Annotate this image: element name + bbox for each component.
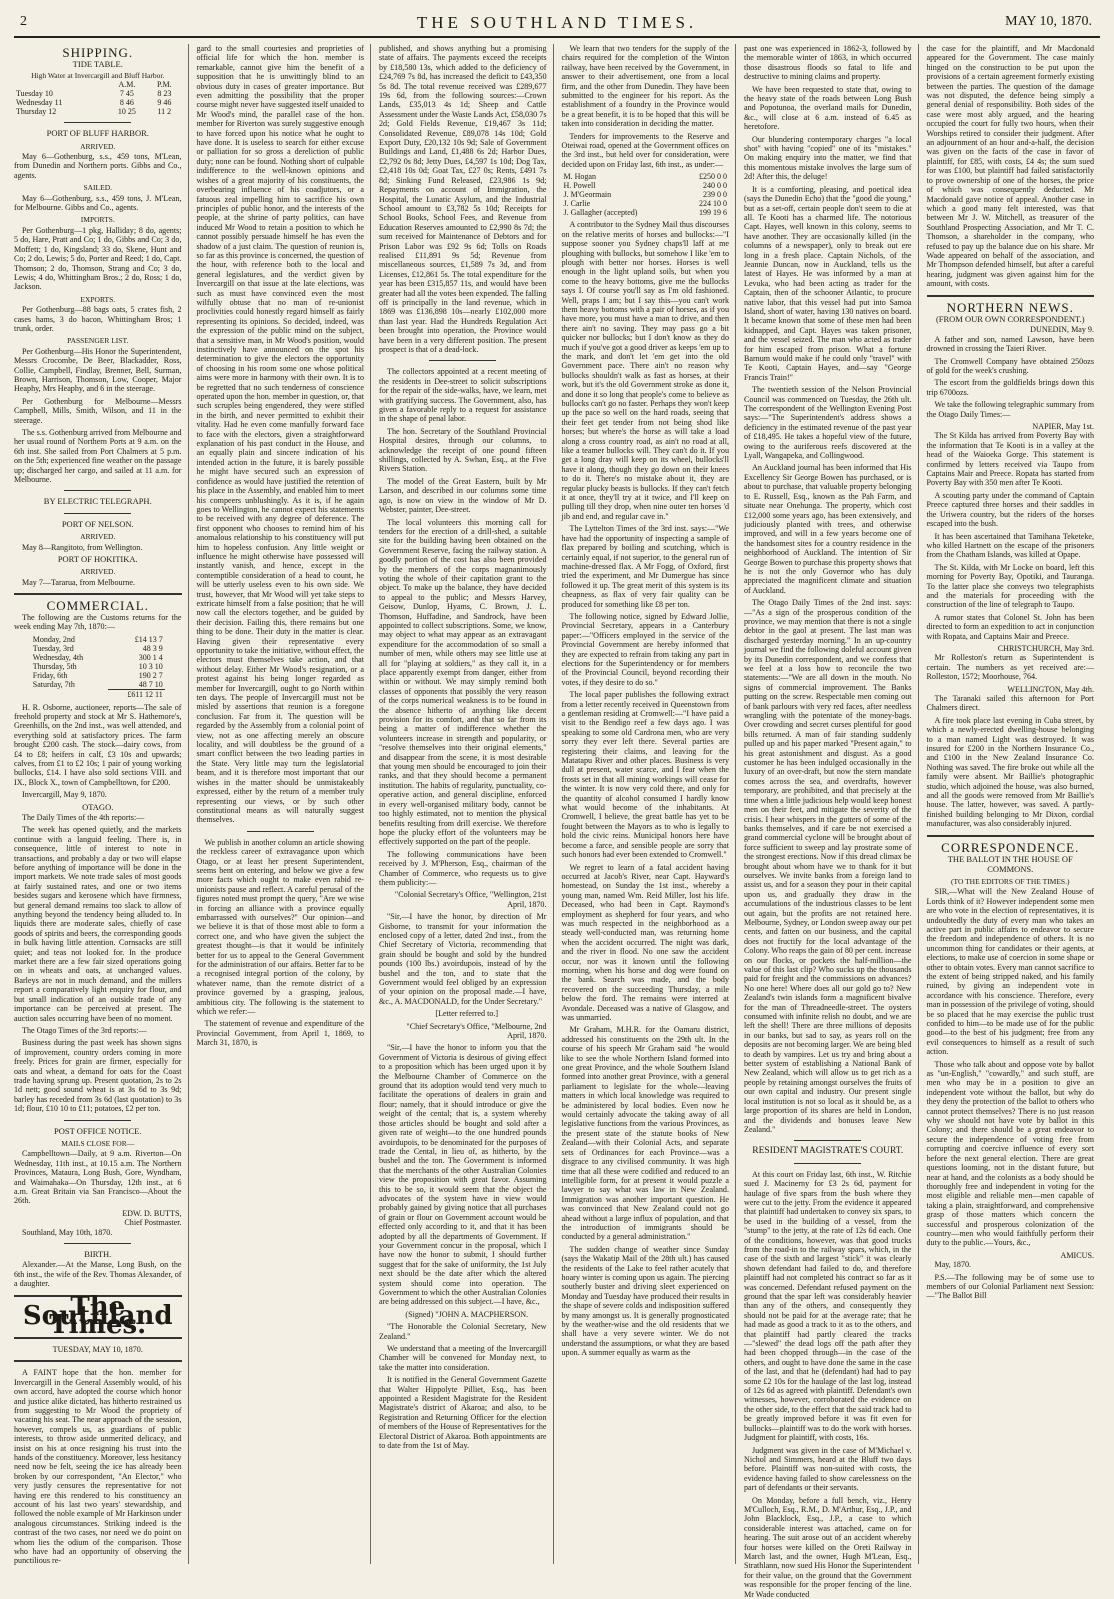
imports-label: IMPORTS. xyxy=(80,215,115,225)
leader-date: TUESDAY, MAY 10, 1870. xyxy=(52,1344,143,1354)
dateline: NAPIER, May 1st. xyxy=(1032,422,1094,432)
court-report: At this court on Friday last, 6th inst., W. Ritchie sued J. Macinerny for £3 2s 6d, payment for haulage of five spars from the bush where they were cut to the jetty. From the evidence it appeared that plaintiff had undertaken to convey six spars, to be used in the building of a vessel, from the "stump" to the jetty, at the rate of 12s 6d each. One of the conditions, however, was that good trucks from the road-in to the railway spars, which, in the case of the sixth and largest "stick" it was clearly shown defendant had failed to do, and therefore plaintiff had not completed his contract so far as it was concerned. Defendant refused payment on the ground that the spar left was considerably heavier than any of the others, and consequently they should not be paid for at the average rate; that he had made as good a track to it as to the others, and that plaintiff had partly cleared the tracks—"slewed" the dead logs off the path after they had been chopped through—in the case of the others, and ought to have done the same in the case of the last, and that he (defendant) had had to pay some £2 10s for the haulage of the last log, instead of 12s 6d as agreed with plaintiff. Defendant's own witnesses, however, corroborated the evidence on the other side, to the effect that the said track had to be greatly improved before it was fit even for bullocks—plaintiff was to do the work with horses. Judgment for plaintiff, with costs, 16s. xyxy=(744,1169,912,1443)
customs-table xyxy=(31,635,165,699)
news-item: Our blundering contemporary charges "a local shot" with having "copied" one of its "mistakes." On making enquiry into the matter, we find that this momentous mistake involves the large sum of 2d! After this, the deluge! xyxy=(744,134,912,182)
news-item: It has been ascertained that Tamihana Teketeke, who killed Hartnett on the escape of the prisoners from the Chatham Islands, was killed at Opape. xyxy=(926,531,1094,560)
blackletter-title: The Southland Times. xyxy=(22,1291,173,1341)
issue-date: MAY 10, 1870. xyxy=(1005,14,1092,29)
news-item: The sudden change of weather since Sunday (says the Wakatip Mail of the 28th ult.) has caused the residents of the Lake to feel rather acutely that hoary winter is coming upon us again. The piercing southerly buster and driving sleet experienced on Monday and Tuesday have produced their results in the shape of severe colds and indisposition suffered by many amongst us. It is generally prognosticated by the weather-wise and the old residents that we shall have a very severe winter. We do not understand the assumptions, or what they are based upon. A summer equally as warm as the xyxy=(561,1244,729,1358)
otago-times-report: Business during the past week has shown signs of improvement, country orders coming in more freely. Prices for grain are firmer, especially for oats and wheat, a demand for oats for the Coast trade having sprung up. Present quotation, 2s to 2s 1d nett; good sound wheat is at 3s 6d to 3s 9d; barley has receded from 3s 6d (last quotation) to 3s 1d; flour, £10 10 to £11; potatoes, £2 per ton. xyxy=(14,1038,182,1114)
letter-body: "Sir,—I have the honor to inform you that the Government of Victoria is desirous of giving effect to a proposition which has been urged upon it by the Melbourne Chamber of Commerce on the ground that its adoption would tend very much to facilitate the operations of dealers in grain and flour; namely, that it should introduce or give the weight of the cental; that is, a system whereby those articles should be bought and sold after a given rate of weight—to the one hundred pounds avoirdupois, to be denominated for the purposes of trade the Cental, in lieu of, as hitherto, by the bushel and the ton. The Government is informed that the merchants of the other Australian Colonies view the proposition with great favor. Assuming this to be so, it would seem that the object the advocates of the system have in view would probably gained by giving notice that all purchases of grain or flour on Government account would be effected only according to it, and that it has been adopted by all the departments of Government. If your Government concur in the proposal, which I have now the honor to submit, I should further suggest that for the sake of uniformity, the 1st July next should be the date after which the altered system should come into operation. The Government to which the other Australian Colonies are being addressed on this subject.—I have, &c., xyxy=(379,1043,547,1307)
news-item: A rumor states that Colonel St. John has been directed to form an expedition to act in conjunction with Ropata, and Captains Mair and Preece. xyxy=(926,612,1094,641)
news-item: We have been requested to state that, owing to the heavy state of the roads between Long Bush and Popotunoa, the overland mails for Dunedin, &c., will close at 6 a.m. instead of 6.45 as heretofore. xyxy=(744,84,912,132)
sailing-entry: May 6—Gothenburg, s.s., 459 tons, J. M'Lean, for Melbourne. Gibbs and Co., agents. xyxy=(14,193,182,213)
birth-notice: Alexander.—At the Manse, Long Bush, on the 6th inst., the wife of the Rev. Thomas Alexander, of a daughter. xyxy=(14,1260,182,1289)
news-item: We regret to learn of a fatal accident having occurred at Jacob's River, near Capt. Hayward's homestead, on Sunday the 1st inst., whereby a young man, named Wm. Reid Miller, lost his life. Deceased, who had been in Capt. Raymond's employment as shepherd for four years, and who was much respected in the neighborhood as a steady well-conducted man, was returning home when the accident occurred. The night was dark, and the river in flood. No one saw the accident occur, nor was it known until the following morning, when his horse and dog were found on the bank. Search was made, and the body recovered on the succeeding Thursday, a mile below the ford. The remains were interred at Avondale. Deceased was a native of Glasgow, and was unmarried. xyxy=(561,862,729,1022)
table-row: Monday, 2nd £14 13 7 xyxy=(32,634,163,644)
news-item: The Taranaki sailed this afternoon for Port Chalmers direct. xyxy=(926,694,1094,713)
hokitika-heading: PORT OF HOKITIKA. xyxy=(57,554,138,565)
passenger-label: PASSENGER LIST. xyxy=(67,336,129,346)
letter-note: [Letter referred to.] xyxy=(435,1009,499,1019)
to-editors-label: (TO THE EDITORS OF THE TIMES.) xyxy=(951,876,1070,886)
correspondent-label: (FROM OUR OWN CORRESPONDENT.) xyxy=(935,313,1085,324)
bluff-heading: PORT OF BLUFF HARBOR. xyxy=(46,128,149,139)
northern-news-heading: NORTHERN NEWS. xyxy=(946,299,1074,315)
news-item: The local paper publishes the following extract from a letter recently received in Queenstown from a gentleman residing at Cromwell:—"I have paid a visit to the Bendigo reef a few days ago. I was speaking to some old Cardrona men, who are very sorry they ever left there. Several parties are registering their claims, and leaving for the Matatapu River and other places. Business is very dull at present, water scarce, and I fear when the frosts set in that all mining workings will cease for the winter. It is now very cold there, and only for the quantity of alcohol consumed I hardly know what would become of the inhabitants. At Cromwell, I believe, the great battle has yet to be fought between the Mayors as to who is legally to hold the civic reins. Municipal honors here have become a farce, and sensible people are sorry that such honors had ever been extended to Cromwell." xyxy=(561,690,729,860)
news-item: Tenders for improvements to the Reserve and Oteiwai road, opened at the Government offices on the 3rd inst., but held over for consideration, were decided upon on Friday last, 6th inst., as under:— xyxy=(561,131,729,169)
auction-report: H. R. Osborne, auctioneer, reports—The sale of freehold property and stock at Mr S. Hathemore's, Greenhills, on the 2nd inst., was well attended, and everything sold at satisfactory prices. The farm brought £200 cash. The stock—dairy cows, from £4 to £8; heifers in calf, £3 10s and upwards; calves, from £1 to £2 10s; 1 pair of young working bullocks, £14. I have also sold sections VIII. and IX., Block X., town of Campbelltown, for £200. xyxy=(14,702,182,787)
passenger-entry: Per Gothenburg—His Honor the Superintendent, Messrs Crocombe, De Beer, Blackadder, Ross, Collie, Campbell, Findlay, Brenner, Bell, Surman, Brown, Harrison, Thomson, Low, Cooper, Major Heaphy, Mrs Heaphy, and 6 in the steerage. xyxy=(14,346,182,394)
table-row: Friday, 6th 190 2 7 xyxy=(32,670,163,680)
news-item: A scouting party under the command of Captain Preece captured three horses and their saddles in the Uriwera country, but the riders of the horses escaped into the bush. xyxy=(926,490,1094,529)
news-item: We take the following telegraphic summary from the Otago Daily Times:— xyxy=(926,400,1094,419)
column-5 xyxy=(744,44,919,1599)
telegraph-heading: BY ELECTRIC TELEGRAPH. xyxy=(43,496,152,507)
mails-label: MAILS CLOSE FOR— xyxy=(61,1138,135,1148)
news-item: It is a comforting, pleasing, and poetical idea (says the Dunedin Echo) that the "good die young," but as a set-off, certain people don't seem to die at all. Te Kooti has a charmed life. The notorious Capt. Hayes, well known in this colony, seems to have another. They are occasionally killed (in the columns of a newspaper), only to break out ere long in a fresh place. Captain Nichols, of the Jeannie Duncan, now in Auckland, tells us the latest of Hayes. He was informed by a man at Levuka, who had been acting as trader for the Captain, then of the schooner Atlantic, to procure native labor, that this vessel had put into Samoa Island, short of water, having 130 natives on board. It became known that some of these men had been kidnapped, and Capt. Hayes was taken prisoner, and the vessel seized. The man who acted as trader for him escaped from prison. What a fortune Barnum would make if he could only "travel" with Te Kooti, Captain Hayes, and—say "George Francis Train!" xyxy=(744,184,912,382)
masthead xyxy=(14,10,1100,38)
leader-article-cont: gard to the small courtesies and proprieties of official life for which the hon. member is remarkable, cannot give him the benefit of a supposition that he is unwittingly blind to an obvious duty in cases of greater importance. But even admitting the possibility that the proper course might never have suggested itself unaided to Mr Wood's mind, the parallel case of the hon. member for Riverton was surely suggestive enough to have forced upon his notice what he ought to have done. It is useless to search for either excuse or palliation for so gross a dereliction of public duty; none can be found. Nothing short of culpable indifference to the well-known opinions and wishes of a great majority of his constituents, the overbearing influence of his coadjutors, or a fatuous zeal impelling him to sacrifice his own principles of public honor, and the interests of the people, at the shrine of party politics, can have induced Mr Wood to retain a position to which he cannot possibly persuade himself he has even the shadow of a just claim. The question of reunion is, so far as this province is concerned, the question of the hour, with reference both to the local and general legislatures, and the verdict given by Invercargill on that issue at the late elections, was such as must have convinced even the most wilfully obtuse that no man of re-unionist proclivities could honestly regard himself as fairly representing its opinions. So decided, indeed, was the expression of the public mind on the subject, that a sensitive man, in Mr Wood's position, would instinctively have announced on the spot his determination to give the electors the opportunity of choosing in his room some one whose political aims were more in harmony with their own. It is to be regretted that no such tenderness of conscience operated upon the hon. member in question, or, that such scruples being engendered, they were stifled in the birth, and never permitted to exhibit their vitality. Had he even come manfully forward face to face with the electors, given a straightforward explanation of his past conduct in the House, and an equally plain and sincere indication of his intended action in the future, it is barely possible he might have secured such an expression of confidence as would have justified the retention of his place in the Assembly, and enabled him to meet his compeers unblushingly. As it is, if he again goes to Wellington, he cannot expect his statements to be received with any degree of deference. The first opponent who chooses to remind him of his anomalous relationship to his constituency will put him to hopeless confusion. Any little weight or influence he might otherwise have possessed will instantly vanish, and hence, except in the contemptible consideration of a head to count, he will be utterly useless even to his own side. We trust, however, that Mr Wood will yet take steps to extricate himself from a false position; that he will now call the electors together, and be guided by their decision. Failing this, there remains but one thing to be done. Their duty in the matter is clear. Having given their representative every opportunity to take the initiative, without effect, the electors must themselves take action, and that without delay. Either Mr Wood's resignation, or a protest against his being longer regarded as member for Invercargill, ought to go North within ten days. The people of Invercargill must not be misled by assertions that reunion is a foregone conclusion. Far from it. The question will be regarded by the Assembly from a colonial point of view, not as one affecting merely an obscure locality, and will doubtless be the ground of a smart conflict between the two leading parties in the State. Very little may turn the legislatorial beam, and it is therefore most important that our wishes in the matter should be unmistakeably expressed, either by the return of a member truly representing our views, or by such other constitutional means as will naturally suggest themselves. xyxy=(196,44,364,825)
arrival-entry: May 8—Rangitoto, from Wellington. xyxy=(22,542,143,552)
dateline: CHRISTCHURCH, May 3rd. xyxy=(997,643,1094,653)
arrival-entry: May 6—Gothenburg, s.s., 459 tons, M'Lean, from Dunedin and Northern ports. Gibbs and Co., agents. xyxy=(14,152,182,180)
letter-signature: (Signed) "JOHN A. MACPHERSON. xyxy=(405,1309,529,1319)
table-row: £611 12 11 xyxy=(31,689,165,699)
table-row: H. Powell 240 0 0 xyxy=(563,181,727,191)
table-row: J. Gallagher (accepted) 199 19 6 xyxy=(563,208,727,218)
otago-times-intro: The Otago Times of the 3rd reports:— xyxy=(22,1025,147,1035)
table-row: Saturday, 7th 48 7 10 xyxy=(32,679,163,689)
newspaper-title: THE SOUTHLAND TIMES. xyxy=(416,13,698,32)
customs-intro: The following are the Customs returns for the week ending May 7th, 1870:— xyxy=(14,612,182,632)
news-item: The model of the Great Eastern, built by Mr Larson, and described in our columns some time ago, is now on view in the window of Mr D. Webster, painter, Dee-street. xyxy=(379,476,547,515)
sailed-label: SAILED. xyxy=(83,183,113,193)
news-item: Mr Rolleston's return as Superintendent is certain. The numbers as yet received are:—Rolleston, 1572; Moorhouse, 764. xyxy=(926,653,1094,682)
news-item: Mr Graham, M.H.R. for the Oamaru district, addressed his constituents on the 29th ult. In the course of his speech Mr Graham said "he would like to see the whole Northern Island formed into one great Province, and the whole Southern Island formed into another great Province, with a general parliament to legislate for the whole—leaving matters in which local knowledge was required to be administered by local bodies. Even now he would certainly advocate the taking away of all legislative functions from the various Provinces, as the present state of the statute books of New Zealand—with their Colonial Acts, and separate sets of Ordinances for each Province—was a disgrace to any civilised community. It was high time that all these were codified and reduced to an intelligible form, for at present it would puzzle a lawyer to say what was law in New Zealand. Immigration was another important question. He was convinced that New Zealand could not go ahead without a large influx of population, and that the introduction of immigrants should be conducted by a general administration." xyxy=(561,1025,729,1242)
post-office-heading: POST OFFICE NOTICE. xyxy=(54,1125,142,1136)
letter-signature: AMICUS. xyxy=(1060,1250,1094,1260)
correspondence-heading: CORRESPONDENCE. xyxy=(941,839,1080,855)
column-4 xyxy=(562,44,737,1564)
news-item: The Cromwell Company have obtained 250ozs of gold for the week's crushing. xyxy=(926,356,1094,375)
news-item: We learn that two tenders for the supply of the chairs required for the completion of the Winton railway, have been received by the Government, in answer to their advertisement, one from a local firm, and the other from Dunedin. They have been submitted to the engineer for his report. As the establishment of a foundry in the Province would be a great benefit, it is to be hoped that this will be taken into consideration in deciding the matter. xyxy=(561,44,729,129)
revenue-statement: published, and shows anything but a promising state of affairs. The payments exceed the receipts by £18,580 13s, which added to the deficiency of £24,769 7s 8d, has increased the deficit to £43,350 5s 8d. The total revenue received was £289,677 19s 6d, from the following sources:—Crown Lands, £35,013 4s 1d; Sheep and Cattle Assessment under the Waste Lands Act, £58,030 7s 2d; Gold Fields Revenue, £19,467 3s 11d; Consolidated Revenue, £89,078 14s 10d; Gold Export Duty, £20,132 10s 9d; Sale of Government Buildings and Land, £1,488 6s 2d; Harbor Dues, £2,792 0s 8d; Jetty Dues, £4,597 1s 10d; Dog Tax, £2,418 10s 0d; Goat Tax, £27 0s; Rents, £491 7s 8d; Sinking Fund Released, £23,986 1s 9d; Repayments on account of Immigration, the Hospital, the Lunatic Asylum, and the Industrial School amount to £3,782 5s 10d; Receipts for School Books, School Fees, and Revenue from Education Reserves amounted to £2,990 8s 7d; the sum received for Maintenance of Debtors and for Prison Labor was £92 9s 6d; Tolls on Roads realised £11,891 9s 5d; Revenue from miscellaneous sources, £1,589 7s 3d, and from Licenses, £12,861 5s. The total expenditure for the year has been £315,857 11s, and would have been greater had all the votes been expended. The falling off is principally in the land revenue, which in 1869 was £136,898 10s—nearly £102,000 more than last year. Had the Hundreds Regulation Act been brought into operation, the Province would have been in a very different position. The present prospect is that of a dead-lock. xyxy=(379,44,547,354)
birth-heading: BIRTH. xyxy=(84,1249,112,1260)
table-row: Thursday, 5th 10 3 10 xyxy=(32,661,163,671)
otago-article-cont: The statement of revenue and expenditure of the Provincial Government, from April 1, 1869, to March 31, 1870, is xyxy=(196,1019,364,1048)
auction-place: Invercargill, May 9, 1870. xyxy=(22,790,107,800)
news-item: The hon. Secretary of the Southland Provincial Hospital desires, through our columns, to acknowledge the receipt of one pound fifteen shillings, collected by A. Swhan, Esq., at the Five Rivers Station. xyxy=(379,426,547,474)
shipping-note: The s.s. Gothenburg arrived from Melbourne and her usual round of Northern Ports at 9 a.m. on the 6th inst. She sailed from Port Chalmers at 5 p.m. on the 5th; experienced fine weather on the passage up; discharged her cargo, and sailed at 11 a.m. for Melbourne. xyxy=(14,428,182,485)
news-item: The St Kilda has arrived from Poverty Bay with the information that Te Kooti is in a valley at the head of the Waioeka Gorge. This statement is confirmed by letters received via Taupo from Captains Mair and Preece. Ropata has started from Poverty Bay with 350 men after Te Kooti. xyxy=(926,431,1094,488)
letter-postscript: P.S.—The following may be of some use to members of our Colonial Parliament next Session:—"The Ballot Bill xyxy=(926,1272,1094,1301)
shipping-heading: SHIPPING. xyxy=(62,45,134,60)
letter-header: "Chief Secretary's Office, "Melbourne, 2nd April, 1870. xyxy=(406,1021,547,1041)
court-report: On Monday, before a full bench, viz., Henry M'Culloch, Esq., R.M., D. M'Arthur, Esq., J.P., and John Blacklock, Esq., J.P., a case to which considerable interest was attached, came on for hearing. The suit arose out of an accident whereby four horses were killed on the Oreti Railway in March last, and the owner, Hugh M'Lean, Esq., Strathlann, now sued His Honor the Superintendent for their value, on the ground that the Government was responsible for the proper fencing of the line. Mr Wade conducted xyxy=(744,1495,912,1599)
arrival-entry: May 7—Tararua, from Melbourne. xyxy=(22,577,135,587)
tide-intro: High Water at Invercargill and Bluff Harbor. xyxy=(31,70,165,80)
table-row: Tuesday, 3rd 48 3 9 xyxy=(32,643,163,653)
leader-article: A FAINT hope that the hon. member for Invercargill in the General Assembly would, of his own accord, have adopted the course which honor and justice alike dictated, has hitherto restrained us from suggesting to Mr Wood the propriety of vacating his seat. The near approach of the session, however, compels us, as guardians of public interests, to throw aside unmerited delicacy, and insist on his at once resigning his trust into the hands of the constituency. Moreover, less hesitancy need now be felt, seeing the ice has already been broken by our correspondent, "An Elector," who very justly censures the representative for not having ere this rendered to his constituency an account of his last two years' stewardship, and followed the noble example of Mr Harkinson under analogous circumstances. Striking indeed is the contrast of the two cases, nor need we do point on whom lies the odium of the comparison. Those who have had an opportunity of observing the punctilious re- xyxy=(14,1368,182,1566)
exports-entry: Per Gothenburg—88 bags oats, 5 crates fish, 2 cases hams, 3 do bacon, Whittingham Bros; 1 trunk, order. xyxy=(14,305,182,333)
page-number: 2 xyxy=(20,14,27,29)
letter-date: May, 1870. xyxy=(934,1260,972,1270)
news-item: The Lyttelton Times of the 3rd inst. says:—"We have had the opportunity of inspecting a sample of flax prepared by boiling and scutching, which is certainly equal, if not superior, to the general run of machine-dressed flax. A Mr Fogg, of Oxford, first tried the experiment, and Mr Dumergue has since followed it up. The great merit of this system is its cheapness, as flax of very fair quality can be produced for something like £8 per ton. xyxy=(561,524,729,609)
tide-heading: TIDE TABLE. xyxy=(72,59,123,70)
letter-body: Those who talk about and oppose vote by ballot as "un-English," "cowardly," and such stuff, are men who may be in a position to give an independent vote without the ballot, but why do they deny the protection of the ballot to others who cannot protect themselves? There is no just reason why we should not have vote by ballot in this Colony; and there should be a great endeavor to secure the independence of voting free from corrupting and coercive influence of every sort before the next general election. There are great questions looming, not in the distant future, but near at hand, and the colonists as a body should be thoroughly free and independent in voting for the most eligible and reliable men—men capable of taking a plain, straightforward, and comprehensive grasp of those matters which concern the successful and prosperous colonization of the country—men who would faithfully perform their duty to the public.—Yours, &c., xyxy=(926,1059,1094,1248)
letter-body: "Sir,—I have the honor, by direction of Mr Gisborne, to transmit for your information the enclosed copy of a letter, dated 2nd inst., from the Chief Secretary of Victoria, recommending that grain should be bought and sold by the hundred pounds (100 lbs.) avoirdupois, instead of by the bushel and the ton, and to state that the Government would feel obliged by an expression of your opinion on the proposal made.—I have, &c., A. MACDONALD, for the Under Secretary." xyxy=(379,912,547,1006)
table-row: Thursday 12 10 25 11 2 xyxy=(16,107,172,117)
otago-heading: OTAGO. xyxy=(82,801,114,812)
news-item: The Otago Daily Times of the 2nd inst. says:—"As a sign of the prosperous condition of the province, we may mention that there is not a single debtor in the gaol at present. The last man was discharged yesterday morning." In an up-country journal we find the following doleful account given by its Dunedin correspondent, and we confess that we feel at a loss how to reconcile the two statements:—"We are all down in the mouth. No signs of commercial improvement. The Banks putting on the screw. Respectable men coming out of bank parlours with very red faces, after needless wrangling with the potentate of the money-bags. Over crowding and secret curses plentiful for good bills returned. A man of fair standing suddenly pulled up and his paper marked "Present again," to his great astonishment and disgust. As a good customer he has been indulged occasionally in the luxury of an over-draft, but now the stern mandate comes across the sea, and overdrafts, however temporary, are prohibited, and that precisely at the time when a little judicious help would keep honest men on their feet, and mitigate the severity of the crisis. I hear whispers in the gutters of some of the banks themselves, and if care be not exercised a grand commercial cyclone will be brought about of force sufficient to sweep and lay prostrate some of the strongest erections. Now if this dread climax be brought about whom have we to thank for it but ourselves. We invite banks from a foreign land to assist us, and for a season they pour in their capital upon us, and gradually they draw in the accumulations of the industrious classes to be lent out again, but the profits are not retained here. Melbourne, Sydney, or London sweep away our pet cents, and fatten on our business, and the capital does not fructify for the local advantage of the Colony. Who reaps the gain of 80 per cent. increase on our flocks, or pockets the half-million—the value of this last clip? Who sucks up the thousands paid for freight and the commissions on advances? No one here! Where does all our gold go to? New Zealand's twin islands form a magnificent bivalve for the man of Threadneedle-street. The oysters consumed with infinite relish no doubt, and we are left the shell! There are three millions of deposits in our banks, but sad to say, as years roll on the deposits are not becoming larger. We are being bled to death by vampires. Let us try and bring about a better system of establishing a National Bank of New Zealand, which will allow us to get rich as a people by retaining amongst ourselves the fruits of our own capital and industry. Our present single local institution is not so local as it should be, as a large proportion of its shares are held in London, and the dividends and bonuses leave New Zealand." xyxy=(744,598,912,1134)
news-item: An Auckland journal has been informed that His Excellency Sir George Bowen has purchased, or is about to purchase, that valuable property belonging to E. Russell, Esq., known as the Pah Farm, and situate near Onehunga. The property, which cost £12,000 some years ago, has been extensively, and judiciously planted with trees, and otherwise improved, and will in a few years become one of the handsomest sites for a country residence in the neighborhood of Auckland. The intention of Sir George Bowen to purchase this property shows that he is not the only Governor who has duly appreciated the magnificent climate and situation of Auckland. xyxy=(744,463,912,595)
nelson-heading: PORT OF NELSON. xyxy=(61,518,134,529)
post-office-notice: Campbelltown—Daily, at 9 a.m. Riverton—On Wednesday, 11th inst., at 10.15 a.m. The Northern Provinces, Mataura, Long Bush, Gore, Wyndham, and Waimahaka—On Thursday, 12th inst., at 6 a.m. Great Britain via San Francisco—About the 26th. xyxy=(14,1149,182,1206)
arrived-label: ARRIVED. xyxy=(80,567,116,577)
news-item: The St. Kilda, with Mr Locke on board, left this morning for Poverty Bay, Opotiki, and Tauranga. To the latter place she conveys two telegraphists and the materials for proceeding with the construction of the line of telegraph to Taupo. xyxy=(926,562,1094,610)
news-item: The twentieth session of the Nelson Provincial Council was commenced on Tuesday, the 26th ult. The correspondent of the Wellington Evening Post says:—"The Superintendent's address shows a deficiency in the estimated revenue of the past year of £18,495. He takes a hopeful view of the future, owing to the auriferous reefs discovered at the Lyall, Wangapeka, and Collingwood. xyxy=(744,385,912,461)
court-heading: RESIDENT MAGISTRATE'S COURT. xyxy=(752,1146,904,1157)
table-row: Tuesday 10 7 45 8 23 xyxy=(16,89,172,99)
arrived-label: ARRIVED. xyxy=(80,532,116,542)
letter-body: SIR,—What will the New Zealand House of Lords think of it? However independent some men are who vote in the election of representatives, it is undoubtedly the duty of every man who takes an active part in public affairs to endeavor to secure the freedom and independence of others. It is no uncommon thing for candidates or their agents, at elections, to make use of coercion in some shape or other to obtain votes. Every man cannot sacrifice to the extent of being stripped naked, and his family ruined, by giving an independent vote in accordance with his conscience. Therefore, every man in possession of the privilege of voting, should be so placed that he may exercise the public trust confided to him—to be made use of for the public good—to the best of his judgment; free from any evil consequences to himself as a result of such action. xyxy=(926,887,1094,1057)
court-report-cont: the case for the plaintiff, and Mr Macdonald appeared for the Government. The case mainly hinged on the construction to be put upon the provisions of a certain agreement formerly existing between the parties. The question of the damage was not disputed, the defence being simply a general denial of responsibility. Both sides of the case were most ably argued, and the hearing occupied the court for fully two hours, when their Worships retired to consider their judgment. After an adjournment of an hour and-a-half, the decision was given on the facts of the case in favor of plaintiff, for £85, with costs, £4 4s; the sum sued for was £100, but plaintiff had failed satisfactorily to prove ownership of one of the horses, the price of which was consequently deducted. Mr Macdonald gave notice of appeal. Another case in which a good many felt interested, was that between Mr J. W. Mitchell, as treasurer of the Southland Prospecting Association, and Mr T. C. Thomson, a shareholder in the company, who refused to pay up the balance due on his share. Mr Wade appeared on behalf of the association, and Mr Thompson defended himself, but after a careful hearing, judgment was given against him for the amount, with costs. xyxy=(926,44,1094,289)
news-item: past one was experienced in 1862-3, followed by the memorable winter of 1863, in which occurred those disastrous floods so fatal to life and destructive to mining claims and property. xyxy=(744,44,912,82)
tide-table: A.M. P.M. Tuesday 10 7 45 8 23 Wednesday 11 8 46 9 46 Thursday 12 10 25 11 2 xyxy=(14,80,182,116)
ballot-heading: THE BALLOT IN THE HOUSE OF COMMONS. xyxy=(947,854,1073,874)
news-item: A contributor to the Sydney Mail thus discourses on the relative merits of horses and bullocks:—"I suppose sooner you Sydney chaps'll laff at me ploughing with bullocks, but somehow I like 'em to plough with better nor horses. Horses is well enough in the light upland soils, but when you come to the heavy bottoms, give me the bullocks says I. Of course you'll say as I'm old fashioned. Well, praps I am; but I say this—you can't work them heavy bottoms with a pair of horses, as if you have more, you must have a man to drive, and then there ain't no saving. They may pass go a bit quicker nor bullocks; but I don't know as they do much if you've got a good driver as keeps 'em up to the mark, and don't let 'em get into the old Government pace. There ain't no reason why bullocks shouldn't walk as fast as horses, at their work, but it's the old Government stroke as done it, and done it so long that people's come to believe as bullocks can't go no faster. Perhaps they won't keep up the pace so well on the hard roads, seeing that their feet get tender from not being shod like horses; but where's the horse as will take a load along a cross country road, as ain't no road at all, like a teamer bullocks will. They can't do it. If you get a long dray will keep on its wheel, bullocks'll have it along, though they go down on their knees to do it. There's no mistake about it, they are regular plucky beasts is bullocks. If they can't fetch it at once, they'll try at it twice, and I'll keep on pulling till they drop, when nine outer ten horses 'd jib and end, and regular cave in." xyxy=(561,220,729,521)
letter-addressee: "The Honorable the Colonial Secretary, New Zealand." xyxy=(379,1322,547,1341)
court-report: Judgment was given in the case of M'Michael v. Nichol and Simmers, heard at the Bluff two days before. Plaintiff was non-suited with costs, the evidence having failed to show carelessness on the part of defendants or their servants. xyxy=(744,1445,912,1493)
news-item: The local volunteers this morning call for tenders for the erection of a drill-shed, a suitable site for the building having been obtained on the Government Reserve, facing the railway station. A goodly portion of the cost has also been provided by the members of the corps magnanimously voting the whole of their capitation grant to the object. To make up the balance, they have decided to appeal to the public; and Messrs Harvey, Geisow, Dunlop, Hyams, C. Brown, J. L. Thomson, Huffadine, and Sandrock, have been appointed to collect subscriptions. Some, we know, may object to what may appear as an extravagant expenditure for the accommodation of so small a number of men, while others may see little use at all for "playing at soldiers," as they call it, in a place apparently exempt from danger, either from within or without. We may simply remind both classes of opponents that possibly the very reason of the corps numerical weakness is to be found in the absence hitherto of anything like decent provision for its comfort, and that so far from its being a matter of indifference whether the volunteers increase in strength and popularity, or "resolve themselves into their original elements," and disappear from the scene, it is most desirable that young men should be encouraged to join their ranks, and that they should become a permanent institution. The habits of regularity, punctuality, co-operative action, and general discipline, enforced in every well-organised military body, cannot be too highly estimated, not to mention the physical benefits resulting from drill exercise. We therefore hope the plucky effort of the volunteers may be effectively supported on the part of the people. xyxy=(379,517,547,847)
column-6 xyxy=(927,44,1101,1564)
imports-entry: Per Gothenburg—1 pkg, Halliday; 8 do, agents; 5 do, Hare, Pratt and Co; 1 do, Gibbs and Co; 3 do, Moffett; 1 do, Kingsland; 33 do, Skene, Hunt and Co; 2 do, Lewis; 5 do, Porter and Reed; 1 do, Capt. Thomson; 2 do, Thomson, Strang and Co; 3 do, Lewis; 4 do, Whittingham Bros.; 2 do, Ross; 1 do, Jackson. xyxy=(14,225,182,292)
otago-intro: The Daily Times of the 4th reports:— xyxy=(22,812,145,822)
post-office-date: Southland, May 10th, 1870. xyxy=(22,1227,113,1237)
news-item: A fire took place last evening in Cuba street, by which a newly-erected dwelling-house belonging to a man named Light was destroyed. It was insured for £200 in the Northern Insurance Co., and £100 in the New Zealand Insurance Co. Nothing was saved. The fire broke out while all the family were absent. Mr Baillie's photographic studio, which adjoined the house, was also burned, and all the goods were removed from Mr Baillie's house. The latter, however, was saved. A partly-finished building belonging to Mr Dixon, cordial manufacturer, was also considerably injured. xyxy=(926,715,1094,829)
column-2 xyxy=(197,44,372,1564)
otago-article: We publish in another column an article showing the reckless career of extravagance upon which Otago, or at least her present Superintendent, seems bent on entering, and below we give a few more facts which ought to make even rabid re-unionists pause and reflect. A careful perusal of the figures noted must prompt the query, "Are we wise in forcing an alliance with a province equally embarrassed with ourselves?" Our opinion—and we believe it is that of those most able to form a correct one, and who have given the subject the greatest thought—is that it would be infinitely better for us to appeal to the General Government for the administration of our affairs. Better far to be a recognised integral portion of the colony, by whatever name, than the remote district of a province governed by a grasping, jealous, ambitious city. The following is the statement to which we refer:— xyxy=(196,837,364,1017)
news-item: The following communications have been received by J. M'Pherson, Esq., chairman of the Chamber of Commerce, who requests us to give them publicity:— xyxy=(379,849,547,887)
exports-label: EXPORTS. xyxy=(80,294,116,304)
commercial-heading: COMMERCIAL. xyxy=(46,598,149,614)
table-row: J. Carlie 224 10 0 xyxy=(563,199,727,209)
table-row: J. M'Geormain 239 0 0 xyxy=(563,190,727,200)
letter-header: "Colonial Secretary's Office, "Wellington, 21st April, 1870. xyxy=(394,890,547,909)
column-1 xyxy=(14,44,189,1564)
dateline: WELLINGTON, May 4th. xyxy=(1007,684,1094,694)
news-item: The following notice, signed by Edward Jollie, Provincial Secretary, appears in a Canterbury paper:—"Officers employed in the service of the Provincial Government are hereby informed that they are expected to refrain from taking any part in elections for the Superintendency or for members of the Provincial Council, beyond recording their votes, if they desire to do so." xyxy=(561,611,729,687)
news-item: The escort from the goldfields brings down this trip 6700ozs. xyxy=(926,378,1094,397)
table-row: Wednesday 11 8 46 9 46 xyxy=(16,98,172,108)
postmaster-name: EDW. D. BUTTS, xyxy=(122,1208,182,1218)
news-item: The collectors appointed at a recent meeting of the residents in Dee-street to solicit subscriptions for the repair of the side-walks, have, we learn, met with gratifying success. The Government, also, has given a favorable reply to a request for assistance in the shape of penal labor. xyxy=(379,367,547,424)
arrived-label: ARRIVED. xyxy=(80,141,116,151)
news-item: We understand that a meeting of the Invercargill Chamber will be convened for Monday next, to take the matter into consideration. xyxy=(379,1344,547,1372)
table-row: Wednesday, 4th 300 1 4 xyxy=(32,652,163,662)
tenders-table xyxy=(562,172,730,217)
dateline: DUNEDIN, May 9. xyxy=(1030,325,1094,335)
column-3 xyxy=(379,44,554,1564)
postmaster-title: Chief Postmaster. xyxy=(124,1218,182,1228)
news-item: A father and son, named Lawson, have been drowned in crossing the Taieri River. xyxy=(926,334,1094,354)
news-item: It is notified in the General Government Gazette that Walter Hippolyte Pilliet, Esq., has been appointed a Resident Magistrate for the Resident Magistrate's district of Akaroa; and also, to be Registration and Returning Officer for the election of members of the House of Representatives for the Electoral District of Akaroa. Both appointments are to date from the 1st of May. xyxy=(379,1375,547,1451)
table-row: M. Hogan £250 0 0 xyxy=(563,172,727,182)
passenger-entry: Per Gothenburg for Melbourne—Messrs Campbell, Mills, Smith, Wilson, and 11 in the steerage. xyxy=(14,396,182,425)
otago-report: The week has opened quietly, and the markets continue with a languid feeling. There is, in consequence, little of interest to note in transactions, and probably a day or two will elapse before anything of importance will be done in the import markets. We note trade sales of most goods at fairly sustained rates, and one or two items besides sugars and kerosene which have firmness, but general demand remains too slack to allow of anything beyond the tendency being alluded to. In liquids there are moderate sales, chiefly of case goods of spirits and beers, the corresponding goods in bulk having little attention. Cornsacks are still quiet; and teas not looked for. In the produce market there are a few fair sized operations going on in wheats and oats, at unchanged values. Barleys are not in much demand, and the millers report a comparatively light enquiry for flour, and but small indication of an outside trade of any importance can be perceived at present. The auction sales occurring have been of no moment. xyxy=(14,825,182,1023)
